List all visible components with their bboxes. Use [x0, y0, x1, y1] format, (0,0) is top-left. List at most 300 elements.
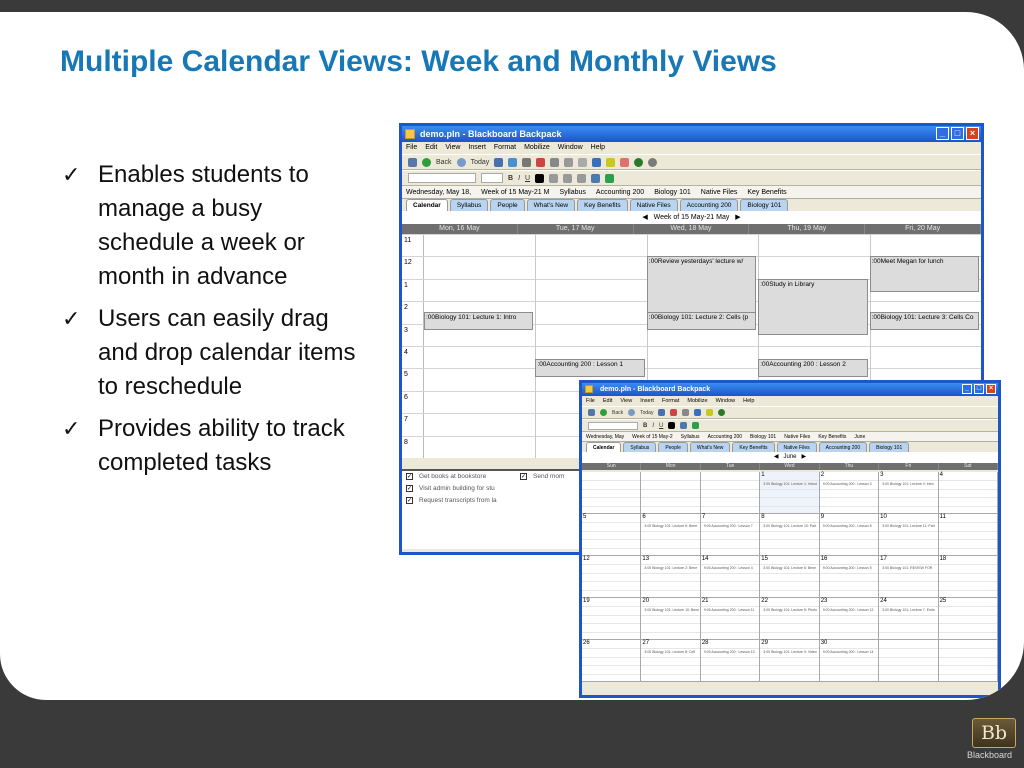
month-day-cell[interactable] [760, 514, 819, 556]
document-tab[interactable]: Wednesday, May [586, 434, 625, 440]
paste-icon[interactable] [578, 158, 587, 167]
find-icon[interactable] [522, 158, 531, 167]
cell-gridline [701, 581, 759, 582]
calendar-event[interactable]: :00Biology 101: Lecture 3: Cells Co [870, 312, 979, 330]
day-number: 12 [583, 556, 590, 562]
task-item[interactable] [406, 473, 486, 480]
document-tabs [402, 186, 981, 199]
cell-gridline [760, 632, 818, 633]
bullet-item [62, 302, 362, 404]
bullet-text: Users can easily drag and drop calendar items to reschedule [98, 305, 356, 400]
month-day-cell[interactable] [820, 640, 879, 682]
spell-icon[interactable] [536, 158, 545, 167]
day-number: 13 [642, 556, 650, 562]
prev-month-icon[interactable]: ◀ [773, 454, 779, 460]
task-item[interactable] [520, 473, 564, 480]
cell-gridline [760, 590, 818, 591]
month-event[interactable]: 3:00 Biology 101: Lecture 10: Part [763, 524, 817, 528]
month-day-cell[interactable] [939, 472, 998, 514]
cell-gridline [641, 497, 699, 498]
document-tab[interactable]: Accounting 200 [707, 434, 743, 440]
cell-gridline [820, 590, 878, 591]
month-event[interactable]: 3:00 Biology 101: Lecture 8: Cell [644, 650, 696, 654]
hour-gridline [402, 234, 981, 235]
highlighter-icon[interactable] [606, 158, 615, 167]
week-label: Week of 15 May-21 May [653, 214, 730, 221]
calendar-event[interactable]: :00Accounting 200 : Lesson 1 [535, 359, 644, 377]
day-column-header: Wed [760, 463, 819, 470]
copy-icon[interactable] [564, 158, 573, 167]
day-column-header: Tue [701, 463, 760, 470]
cell-gridline [701, 480, 759, 481]
day-number: 26 [583, 640, 590, 646]
hour-gridline [402, 368, 981, 369]
highlighter-icon[interactable] [706, 409, 713, 416]
text-color-icon[interactable] [668, 422, 675, 429]
month-day-cell[interactable] [879, 556, 938, 598]
main-toolbar [402, 154, 981, 170]
month-day-cell[interactable] [939, 514, 998, 556]
cell-gridline [820, 615, 878, 616]
hour-label: 1 [404, 281, 408, 289]
day-number: 29 [761, 640, 768, 646]
table-icon[interactable] [680, 422, 687, 429]
day-number: 16 [820, 556, 828, 562]
day-number: 5 [583, 514, 587, 520]
tab-native-files[interactable]: Native Files [777, 442, 817, 452]
menu-mobilize[interactable]: Mobilize [687, 398, 708, 404]
pen-icon[interactable] [694, 409, 701, 416]
month-day-cell[interactable] [760, 472, 819, 514]
zoom-in-icon[interactable] [634, 158, 643, 167]
cell-gridline [760, 581, 818, 582]
cell-gridline [820, 497, 878, 498]
zoom-out-icon[interactable] [648, 158, 657, 167]
day-header [402, 224, 981, 234]
indent-icon[interactable] [577, 174, 586, 183]
document-tab[interactable]: Native Files [784, 434, 811, 440]
cell-gridline [701, 573, 759, 574]
cell-gridline [879, 489, 937, 490]
month-day-cell[interactable] [879, 598, 938, 640]
month-day-cell[interactable] [582, 556, 641, 598]
month-event[interactable]: 3:00 Biology 101: Lecture 10: Bene [644, 608, 699, 612]
document-tab[interactable]: Accounting 200 [595, 189, 645, 196]
month-day-cell[interactable] [879, 472, 938, 514]
close-button[interactable]: × [986, 384, 996, 394]
menu-help[interactable]: Help [743, 398, 755, 404]
cell-gridline [701, 623, 759, 624]
month-day-cell[interactable] [701, 472, 760, 514]
section-tabs [582, 442, 998, 452]
cell-gridline [760, 531, 818, 532]
menu-insert[interactable]: Insert [640, 398, 654, 404]
pen-icon[interactable] [592, 158, 601, 167]
main-toolbar [582, 406, 998, 419]
task-label: Send mom [533, 473, 565, 480]
close-button[interactable]: × [966, 127, 979, 140]
month-event[interactable]: 3:00 Biology 101: Lecture 6: Bene [763, 566, 817, 570]
tab-accounting-200[interactable]: Accounting 200 [819, 442, 867, 452]
cell-gridline [582, 648, 640, 649]
cell-gridline [701, 489, 759, 490]
cell-gridline [760, 615, 818, 616]
calendar-event[interactable]: :00Biology 101: Lecture 1: Intro [424, 312, 533, 330]
tab-syllabus[interactable]: Syllabus [623, 442, 656, 452]
month-day-cell[interactable] [641, 640, 700, 682]
month-event[interactable]: 3:00 Biology 101: Lecture 9: Video [763, 650, 817, 654]
menu-view[interactable]: View [445, 144, 461, 151]
task-label: Get books at bookstore [419, 473, 487, 480]
cell-gridline [760, 539, 818, 540]
cell-gridline [641, 573, 699, 574]
month-event[interactable]: 3:00 Biology 101: Lecture 11: Part [882, 524, 935, 528]
month-day-cell[interactable] [939, 640, 998, 682]
tab-syllabus[interactable]: Syllabus [450, 199, 489, 211]
numbering-icon[interactable] [563, 174, 572, 183]
cell-gridline [879, 648, 937, 649]
cut-icon[interactable] [682, 409, 689, 416]
tab-biology-101[interactable]: Biology 101 [740, 199, 788, 211]
cell-gridline [760, 657, 818, 658]
day-column-header: Sat [939, 463, 998, 470]
spell-icon[interactable] [670, 409, 677, 416]
task-checkbox[interactable]: ✓ [521, 474, 527, 480]
cell-gridline [582, 506, 640, 507]
document-tab[interactable]: Key Benefits [747, 189, 787, 196]
size-select[interactable] [481, 173, 503, 183]
tab-people[interactable]: People [490, 199, 524, 211]
cell-gridline [939, 648, 997, 649]
cell-gridline [879, 581, 937, 582]
day-number: 24 [880, 598, 887, 604]
week-window-titlebar[interactable] [402, 126, 981, 142]
document-tab[interactable]: Week of 15 May-2 [632, 434, 673, 440]
hour-label: 5 [404, 371, 408, 379]
cell-gridline [582, 632, 640, 633]
tab-accounting-200[interactable]: Accounting 200 [680, 199, 739, 211]
today-button[interactable]: Today [640, 409, 654, 416]
tab-biology-101[interactable]: Biology 101 [869, 442, 909, 452]
cell-gridline [879, 632, 937, 633]
cell-gridline [820, 674, 878, 675]
month-day-cell[interactable] [820, 472, 879, 514]
document-tab[interactable]: Biology 101 [654, 189, 691, 196]
day-number: 17 [880, 556, 887, 562]
hour-gridline [402, 346, 981, 347]
cell-gridline [582, 564, 640, 565]
calendar-icon[interactable] [408, 158, 417, 167]
maximize-button[interactable]: □ [974, 384, 984, 394]
cell-gridline [760, 573, 818, 574]
cell-gridline [582, 581, 640, 582]
document-tab[interactable]: Week of 15 May-21 M [481, 189, 550, 196]
cell-gridline [939, 480, 997, 481]
month-day-cell[interactable] [582, 514, 641, 556]
calendar-event[interactable]: :00Review yesterdays' lecture w/ [647, 256, 756, 323]
prev-week-icon[interactable]: ◀ [642, 214, 648, 221]
menu-insert[interactable]: Insert [468, 144, 486, 151]
month-day-cell[interactable] [582, 640, 641, 682]
month-event[interactable]: 3:00 Biology 101: Lecture 8: Photo [763, 608, 817, 612]
cell-gridline [939, 581, 997, 582]
image-icon[interactable] [692, 422, 699, 429]
month-day-cell[interactable] [641, 514, 700, 556]
calendar-event[interactable]: :00Study in Library [758, 279, 867, 335]
cell-gridline [701, 632, 759, 633]
month-day-cell[interactable] [820, 598, 879, 640]
month-day-cell[interactable] [820, 556, 879, 598]
bold-icon[interactable]: B [643, 422, 648, 429]
month-day-cell[interactable] [701, 514, 760, 556]
menu-window[interactable]: Window [557, 144, 583, 151]
format-toolbar [582, 419, 998, 432]
month-day-cell[interactable] [641, 556, 700, 598]
document-tab[interactable]: Native Files [700, 189, 738, 196]
document-tab[interactable]: June [854, 434, 866, 440]
month-navigator [582, 452, 998, 463]
cell-gridline [701, 674, 759, 675]
month-event[interactable]: 9:00 Accounting 200 : Lesson 5 [822, 566, 872, 570]
cell-gridline [760, 674, 818, 675]
cell-gridline [760, 506, 818, 507]
eraser-icon[interactable] [620, 158, 629, 167]
cell-gridline [701, 590, 759, 591]
bullet-text: Enables students to manage a busy schedule a week or month in advance [98, 161, 309, 290]
menu-view[interactable]: View [620, 398, 633, 404]
task-checkbox[interactable]: ✓ [407, 474, 413, 480]
month-event[interactable]: 9:00 Accounting 200 : Lesson 11 [703, 608, 755, 612]
day-column-header: Thu, 19 May [749, 224, 865, 234]
bold-icon[interactable]: B [508, 174, 514, 182]
month-event[interactable]: 3:00 Biology 101: REVIEW FOR [882, 566, 933, 570]
tab-people[interactable]: People [658, 442, 688, 452]
cell-gridline [760, 497, 818, 498]
cell-gridline [879, 590, 937, 591]
week-navigator [402, 211, 981, 224]
month-day-cell[interactable] [939, 556, 998, 598]
calendar-event[interactable]: :00Accounting 200 : Lesson 2 [758, 359, 867, 377]
tab-calendar[interactable]: Calendar [586, 442, 621, 452]
month-day-cell[interactable] [879, 640, 938, 682]
hour-label: 6 [404, 393, 408, 401]
cell-gridline [939, 674, 997, 675]
month-day-cell[interactable] [582, 598, 641, 640]
window-title: demo.pln - Blackboard Backpack [600, 386, 711, 393]
italic-icon[interactable]: I [518, 174, 521, 182]
hour-label: 8 [404, 438, 408, 446]
back-icon[interactable] [600, 409, 607, 416]
cell-gridline [939, 497, 997, 498]
menu-bar [402, 142, 981, 154]
month-day-cell[interactable] [701, 598, 760, 640]
menu-format[interactable]: Format [661, 398, 680, 404]
cell-gridline [582, 531, 640, 532]
cell-gridline [820, 657, 878, 658]
today-button[interactable]: Today [470, 158, 490, 166]
month-event[interactable]: 3:00 Biology 101: Lecture 7: Endo [882, 608, 935, 612]
month-day-cell[interactable] [939, 598, 998, 640]
cell-gridline [760, 489, 818, 490]
month-event[interactable]: 9:00 Accounting 200 : Lesson 7 [703, 524, 753, 528]
back-icon[interactable] [422, 158, 431, 167]
cell-gridline [701, 615, 759, 616]
zoom-in-icon[interactable] [718, 409, 725, 416]
document-tab[interactable]: Key Benefits [818, 434, 847, 440]
cell-gridline [879, 506, 937, 507]
month-day-cell[interactable] [582, 472, 641, 514]
menu-window[interactable]: Window [715, 398, 736, 404]
cell-gridline [820, 489, 878, 490]
cell-gridline [641, 657, 699, 658]
menu-mobilize[interactable]: Mobilize [524, 144, 550, 151]
tab-calendar[interactable]: Calendar [406, 199, 448, 211]
day-number: 4 [939, 472, 943, 478]
month-day-cell[interactable] [760, 598, 819, 640]
task-item[interactable] [406, 485, 495, 492]
underline-icon[interactable]: U [659, 422, 664, 429]
today-icon[interactable] [457, 158, 466, 167]
calendar-icon[interactable] [588, 409, 595, 416]
font-select[interactable] [588, 422, 638, 430]
cell-gridline [641, 615, 699, 616]
day-column-header: Wed, 18 May [634, 224, 750, 234]
day-number: 22 [761, 598, 768, 604]
task-item[interactable] [406, 497, 497, 504]
menu-file[interactable]: File [586, 398, 595, 404]
task-checkbox[interactable]: ✓ [407, 498, 413, 504]
checkmark-icon: ✓ [62, 306, 81, 331]
next-week-icon[interactable]: ▶ [735, 214, 741, 221]
cell-gridline [760, 623, 818, 624]
cell-gridline [820, 665, 878, 666]
cell-gridline [879, 531, 937, 532]
cell-gridline [582, 573, 640, 574]
document-tab[interactable]: Wednesday, May 18, [406, 189, 472, 196]
view-icon[interactable] [658, 409, 665, 416]
footer-bar [0, 700, 1024, 768]
cut-icon[interactable] [550, 158, 559, 167]
back-button[interactable]: Back [612, 409, 624, 416]
cell-gridline [939, 615, 997, 616]
month-day-cell[interactable] [760, 556, 819, 598]
month-event[interactable]: 9:00 Accounting 200 : Lesson 13 [703, 650, 755, 654]
day-column-header: Fri, 20 May [865, 224, 981, 234]
document-tab[interactable]: Biology 101 [750, 434, 777, 440]
month-day-cell[interactable] [820, 514, 879, 556]
view-icon[interactable] [494, 158, 503, 167]
menu-help[interactable]: Help [590, 144, 606, 151]
month-event[interactable]: 3:00 Biology 101: Lecture 1: Introd [763, 482, 817, 486]
tab-native-files[interactable]: Native Files [630, 199, 678, 211]
cell-gridline [879, 539, 937, 540]
day-number: 9 [820, 514, 825, 520]
next-month-icon[interactable]: ▶ [801, 454, 807, 460]
tab-key-benefits[interactable]: Key Benefits [577, 199, 628, 211]
menu-file[interactable]: File [406, 144, 418, 151]
menu-format[interactable]: Format [493, 144, 517, 151]
maximize-button[interactable]: □ [951, 127, 964, 140]
cell-gridline [701, 665, 759, 666]
cell-gridline [641, 590, 699, 591]
day-column-header: Mon, 16 May [402, 224, 518, 234]
month-event[interactable]: 3:00 Biology 101: Lecture 2: Bene [644, 566, 698, 570]
month-event[interactable]: 9:00 Accounting 200 : Lesson 8 [822, 524, 872, 528]
hour-label: 11 [404, 237, 412, 244]
document-tab[interactable]: Syllabus [559, 189, 586, 196]
document-tab[interactable]: Syllabus [680, 434, 700, 440]
slide-title: Multiple Calendar Views: Week and Monthly Views [60, 45, 777, 78]
day-number: 7 [701, 514, 706, 520]
cell-gridline [641, 665, 699, 666]
tab-what-s-new[interactable]: What's New [690, 442, 731, 452]
task-checkbox[interactable]: ✓ [407, 486, 413, 492]
cell-gridline [820, 548, 878, 549]
tab-what-s-new[interactable]: What's New [527, 199, 575, 211]
cell-gridline [760, 548, 818, 549]
month-window-titlebar[interactable] [582, 383, 998, 396]
cell-gridline [582, 657, 640, 658]
month-day-cell[interactable] [641, 472, 700, 514]
hour-label: 7 [404, 416, 408, 424]
month-day-cell[interactable] [701, 556, 760, 598]
minimize-button[interactable]: _ [962, 384, 972, 394]
cell-gridline [879, 548, 937, 549]
text-color-icon[interactable] [535, 174, 544, 183]
underline-icon[interactable]: U [525, 174, 531, 182]
font-select[interactable] [408, 173, 476, 183]
cell-gridline [879, 665, 937, 666]
month-day-cell[interactable] [760, 640, 819, 682]
month-event[interactable]: 9:00 Accounting 200 : Lesson 4 [703, 566, 753, 570]
cell-gridline [939, 539, 997, 540]
cell-gridline [641, 506, 699, 507]
back-button[interactable]: Back [436, 158, 452, 166]
month-event[interactable]: 9:00 Accounting 200 : Lesson 3 [822, 482, 872, 486]
calendar-event[interactable]: :00Biology 101: Lecture 2: Cells (p [647, 312, 756, 330]
cell-gridline [582, 623, 640, 624]
month-event[interactable]: 9:00 Accounting 200 : Lesson 12 [822, 608, 874, 612]
cell-gridline [641, 674, 699, 675]
bullets-icon[interactable] [549, 174, 558, 183]
menu-edit[interactable]: Edit [425, 144, 438, 151]
cell-gridline [641, 531, 699, 532]
month-event[interactable]: 3:00 Biology 101: Lecture 4: Intro [882, 482, 934, 486]
day-number: 8 [761, 514, 765, 520]
image-icon[interactable] [605, 174, 614, 183]
cell-gridline [939, 632, 997, 633]
calendar-event[interactable]: :00Meet Megan for lunch [870, 256, 979, 292]
month-event[interactable]: 3:00 Biology 101: Lecture 6: Bene [644, 524, 698, 528]
today-icon[interactable] [628, 409, 635, 416]
window-title: demo.pln - Blackboard Backpack [420, 129, 562, 139]
month-day-cell[interactable] [701, 640, 760, 682]
cell-gridline [939, 522, 997, 523]
table-icon[interactable] [591, 174, 600, 183]
zoom-icon[interactable] [508, 158, 517, 167]
month-day-cell[interactable] [641, 598, 700, 640]
menu-bar [582, 396, 998, 406]
italic-icon[interactable]: I [652, 422, 655, 429]
menu-edit[interactable]: Edit [602, 398, 613, 404]
day-number: 2 [820, 472, 825, 478]
month-day-cell[interactable] [879, 514, 938, 556]
day-number: 20 [642, 598, 650, 604]
month-event[interactable]: 9:00 Accounting 200 : Lesson 14 [822, 650, 874, 654]
tab-key-benefits[interactable]: Key Benefits [732, 442, 774, 452]
minimize-button[interactable]: _ [936, 127, 949, 140]
day-number: 23 [820, 598, 828, 604]
